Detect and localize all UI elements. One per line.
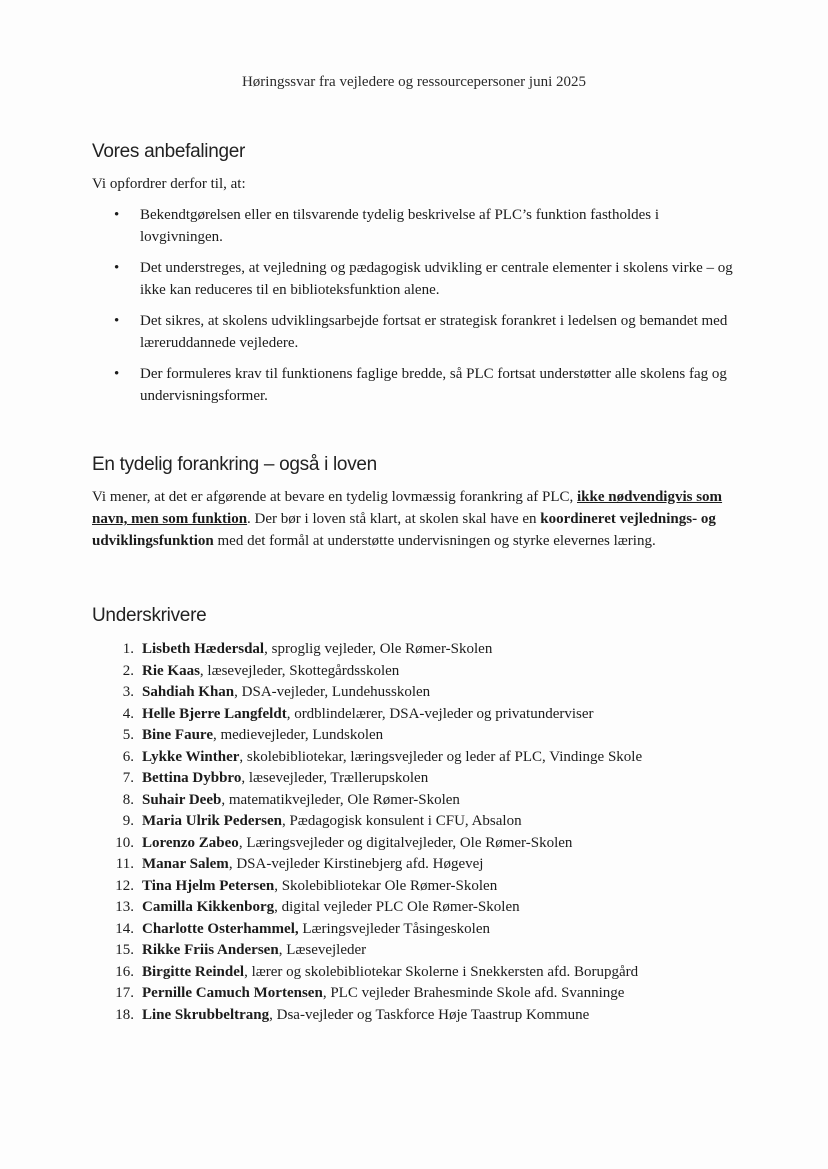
signer-name: Lorenzo Zabeo	[142, 834, 239, 851]
signer-number: 11.	[115, 856, 134, 872]
signer-number: 4.	[122, 705, 134, 722]
list-item-text: Bekendtgørelsen eller en tilsvarende tydelig beskrivelse af PLC’s funktion fastholdes i lovgivningen.	[140, 207, 660, 245]
signer-item	[92, 704, 742, 726]
bullet-icon: •	[114, 207, 120, 223]
recommendations-list	[92, 204, 742, 416]
signer-name: Birgitte Reindel	[142, 963, 245, 980]
signer-number: 3.	[122, 684, 134, 700]
signer-item	[92, 682, 742, 704]
signer-number: 7.	[122, 770, 134, 786]
list-item	[92, 204, 742, 248]
signer-item	[92, 854, 742, 876]
signer-number: 17.	[115, 985, 134, 1001]
signer-role: , skolebibliotekar, læringsvejleder og leder af PLC, Vindinge Skole	[239, 748, 643, 765]
bullet-icon: •	[114, 260, 120, 276]
signer-item	[92, 940, 742, 962]
paragraph-text: Vi mener, at det er afgørende at bevare en tydelig lovmæssig forankring af PLC,	[92, 489, 578, 505]
signer-number: 1.	[122, 641, 134, 657]
signer-item	[92, 897, 742, 919]
signer-name: Manar Salem	[142, 856, 229, 872]
signer-name: Pernille Camuch Mortensen	[142, 985, 323, 1001]
signer-number: 9.	[122, 813, 134, 829]
signer-role: , medievejleder, Lundskolen	[212, 727, 384, 743]
signer-role: , PLC vejleder Brahesminde Skole afd. Svanninge	[322, 985, 625, 1001]
emphasis-bold: koordineret vejlednings- og udviklingsfunktion	[92, 511, 716, 549]
signer-number: 2.	[122, 662, 134, 679]
signer-name: Camilla Kikkenborg	[142, 899, 275, 915]
signer-name: Suhair Deeb	[142, 791, 222, 808]
signer-name: Line Skrubbeltrang	[142, 1006, 270, 1023]
signer-item	[92, 725, 742, 747]
signer-role: , DSA-vejleder, Lundehusskolen	[234, 684, 431, 700]
signer-role: , sproglig vejleder, Ole Rømer-Skolen	[264, 641, 493, 657]
bullet-icon: •	[114, 313, 120, 329]
paragraph-text: . Der bør i loven stå klart, at skolen skal have en	[247, 511, 541, 527]
section-heading-anchoring: En tydelig forankring – også i loven	[92, 454, 377, 475]
signer-name: Lisbeth Hædersdal	[142, 641, 265, 657]
signer-name: Sahdiah Khan	[142, 684, 235, 700]
signer-item	[92, 876, 742, 898]
signer-number: 6.	[122, 748, 134, 765]
signer-item	[92, 768, 742, 790]
signer-role: , Dsa-vejleder og Taskforce Høje Taastrup Kommune	[269, 1006, 590, 1023]
signer-role: , lærer og skolebibliotekar Skolerne i Snekkersten afd. Borupgård	[244, 963, 639, 980]
signer-role: , Læringsvejleder og digitalvejleder, Ole Rømer-Skolen	[238, 834, 573, 851]
signer-role: , matematikvejleder, Ole Rømer-Skolen	[221, 791, 460, 808]
signer-name: Helle Bjerre Langfeldt	[142, 705, 287, 722]
list-item	[92, 310, 742, 354]
signer-number: 13.	[115, 899, 134, 915]
signer-name: Rikke Friis Andersen	[142, 942, 279, 958]
signer-number: 15.	[115, 942, 134, 958]
anchoring-paragraph	[92, 486, 742, 552]
signer-role: , ordblindelærer, DSA-vejleder og privatunderviser	[286, 705, 594, 722]
signer-name: Bettina Dybbro	[142, 770, 242, 786]
list-item-text: Der formuleres krav til funktionens faglige bredde, så PLC fortsat understøtter alle skolens fag og undervisningsformer.	[140, 366, 727, 404]
signers-list	[92, 639, 742, 1026]
signer-role: Læringsvejleder Tåsingeskolen	[298, 920, 490, 937]
signer-number: 10.	[115, 834, 134, 851]
signer-number: 5.	[122, 727, 134, 743]
signer-role: , Skolebibliotekar Ole Rømer-Skolen	[274, 877, 498, 894]
document-header: Høringssvar fra vejledere og ressourcepersoner juni 2025	[241, 74, 587, 90]
signer-item	[92, 790, 742, 812]
list-item	[92, 363, 742, 407]
signer-number: 12.	[115, 877, 134, 894]
section-heading-recommendations: Vores anbefalinger	[92, 141, 246, 162]
signer-item	[92, 747, 742, 769]
signer-item	[92, 639, 742, 661]
bullet-icon: •	[114, 366, 120, 382]
signer-name: Maria Ulrik Pedersen	[142, 813, 282, 829]
signer-name: Tina Hjelm Petersen	[142, 877, 275, 894]
signer-number: 18.	[115, 1006, 134, 1023]
recommendations-intro: Vi opfordrer derfor til, at:	[92, 176, 246, 192]
emphasis-underlined: ikke nødvendigvis som navn, men som funktion	[92, 489, 723, 527]
signer-number: 16.	[115, 963, 134, 980]
signer-role: , læsevejleder, Skottegårdsskolen	[199, 662, 400, 679]
signer-name: Charlotte Osterhammel,	[142, 920, 299, 937]
signer-name: Lykke Winther	[142, 748, 240, 765]
signer-item	[92, 962, 742, 984]
signer-number: 14.	[115, 920, 134, 937]
paragraph-text: med det formål at understøtte undervisningen og styrke elevernes læring.	[213, 533, 656, 549]
signer-name: Rie Kaas	[142, 662, 200, 679]
signer-role: , Pædagogisk konsulent i CFU, Absalon	[281, 813, 522, 829]
signer-item	[92, 983, 742, 1005]
section-heading-signers: Underskrivere	[92, 605, 207, 626]
signer-number: 8.	[122, 791, 134, 808]
signer-item	[92, 811, 742, 833]
signer-role: , Læsevejleder	[278, 942, 367, 958]
signer-name: Bine Faure	[142, 727, 213, 743]
signer-role: , læsevejleder, Trællerupskolen	[241, 770, 429, 786]
list-item	[92, 257, 742, 301]
signer-item	[92, 1005, 742, 1027]
signer-role: , digital vejleder PLC Ole Rømer-Skolen	[274, 899, 520, 915]
signer-role: , DSA-vejleder Kirstinebjerg afd. Høgevej	[228, 856, 484, 872]
signer-item	[92, 661, 742, 683]
signer-item	[92, 919, 742, 941]
list-item-text: Det understreges, at vejledning og pædagogisk udvikling er centrale elementer i skolens virke – og ikke kan reduceres til en biblioteksfunktion alene.	[140, 260, 733, 298]
signer-item	[92, 833, 742, 855]
list-item-text: Det sikres, at skolens udviklingsarbejde fortsat er strategisk forankret i ledelsen og bemandet med læreruddannede vejledere.	[140, 313, 728, 351]
